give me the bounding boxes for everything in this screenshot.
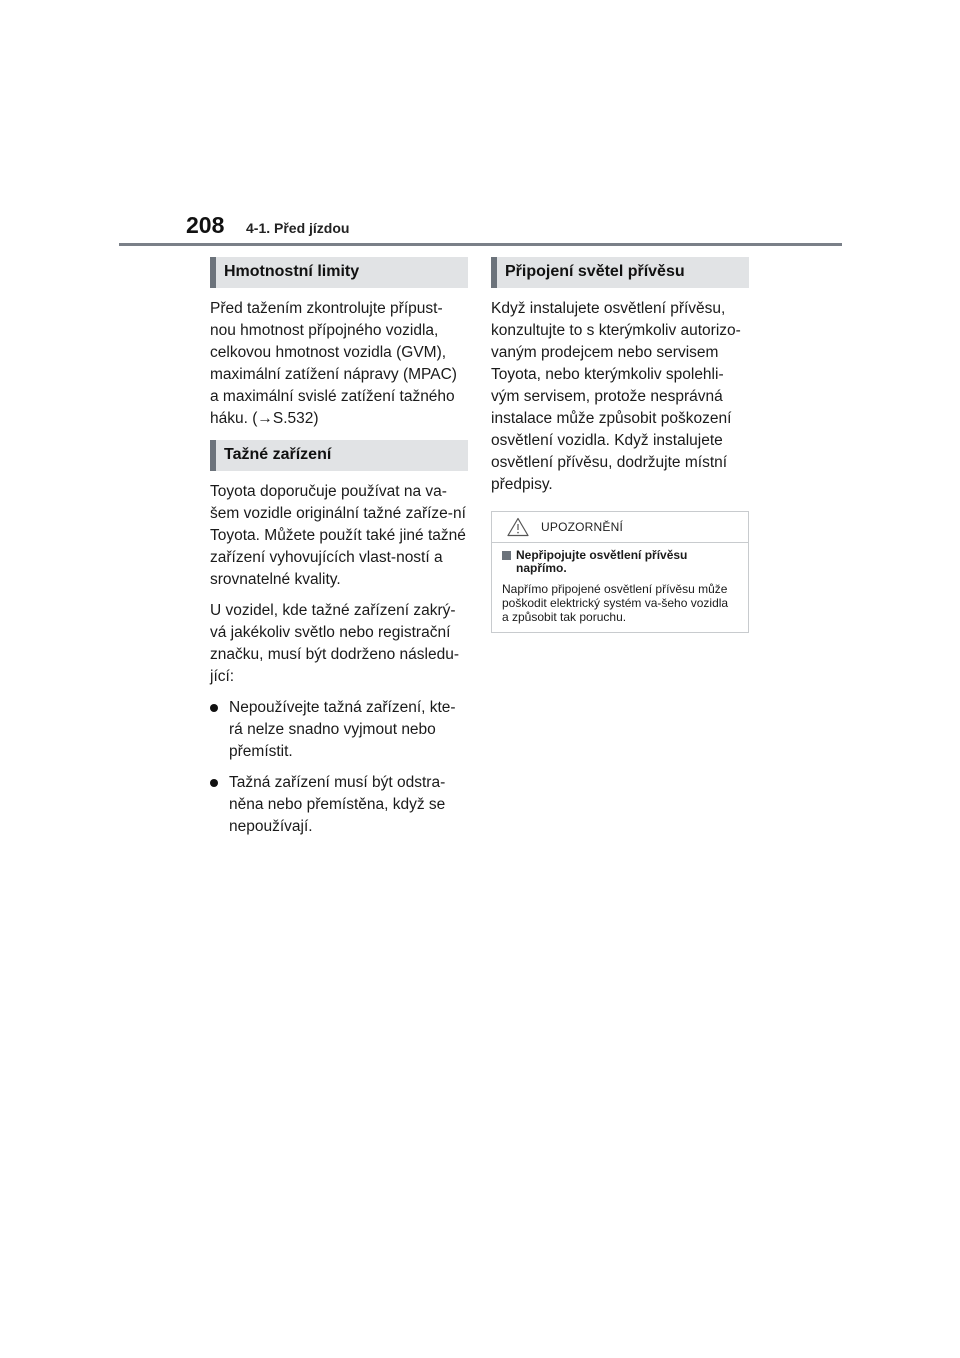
caution-subheading xyxy=(502,549,738,575)
page-number: 208 xyxy=(186,212,225,238)
section-title: 4-1. Před jízdou xyxy=(246,220,350,236)
bullet-icon xyxy=(210,779,218,787)
heading-weight-limits: Hmotnostní limity xyxy=(210,257,468,288)
caution-body xyxy=(492,543,748,632)
list-item-text: Tažná zařízení musí být odstra-něna nebo přemístěna, když se nepoužívají. xyxy=(229,774,446,835)
caution-header xyxy=(492,512,748,543)
paragraph-towing-requirements: U vozidel, kde tažné zařízení zakrý-vá jakékoliv světlo nebo registrační značku, musí být dodrženo následu-jící: xyxy=(210,602,459,685)
heading-trailer-lights: Připojení světel přívěsu xyxy=(491,257,749,288)
right-column xyxy=(491,257,749,633)
list-item xyxy=(210,697,468,763)
caution-subheading-text: Nepřipojujte osvětlení přívěsu napřímo. xyxy=(516,548,688,575)
bullet-icon xyxy=(210,704,218,712)
paragraph-trailer-lights: Když instalujete osvětlení přívěsu, konzultujte to s kterýmkoliv autorizo-vaným prodejcem nebo servisem Toyota, nebo kterýmkoliv spolehli-vým servisem, protože nesprávná instalace může způsobit poškození osvětlení vozidla. Když instalujete osvětlení přívěsu, dodržujte místní předpisy. xyxy=(491,300,741,493)
list-item-text: Nepoužívejte tažná zařízení, kte-rá nelze snadno vyjmout nebo přemístit. xyxy=(229,699,456,760)
paragraph-towing-recommendation: Toyota doporučuje používat na va-šem vozidle originální tažné zaříze-ní Toyota. Můžete použít také jiné tažné zařízení vyhovujících vlast-ností a srovnatelné kvality. xyxy=(210,483,466,588)
warning-triangle-icon xyxy=(507,517,529,537)
caution-text: Napřímo připojené osvětlení přívěsu může poškodit elektrický systém va-šeho vozidla a způsobit tak poruchu. xyxy=(502,582,729,624)
heading-towing-equipment: Tažné zařízení xyxy=(210,440,468,471)
square-bullet-icon xyxy=(502,551,511,560)
paragraph-weight-limits: Před tažením zkontrolujte přípust-nou hmotnost přípojného vozidla, celkovou hmotnost vozidla (GVM), maximální zatížení nápravy (MPAC) a maximální svislé zatížení tažného háku. (→S.532) xyxy=(210,300,457,427)
list-item xyxy=(210,772,468,838)
caution-title: UPOZORNĚNÍ xyxy=(541,520,624,534)
left-column xyxy=(210,257,468,847)
header-divider xyxy=(119,243,842,246)
caution-box xyxy=(491,511,749,633)
